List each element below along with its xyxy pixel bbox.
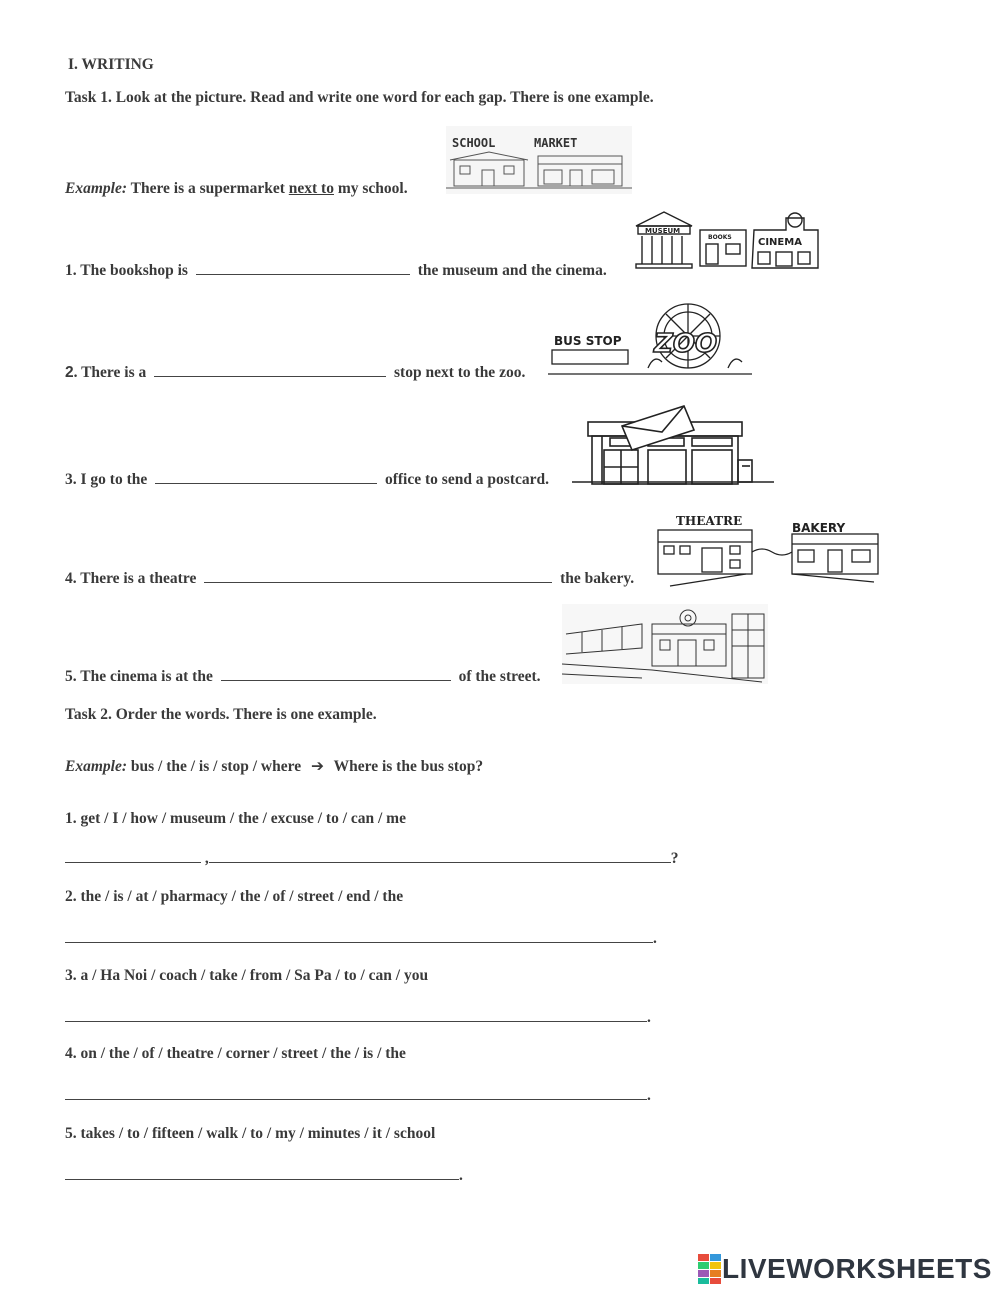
task1-item-3 [65, 469, 549, 489]
item-after: the museum and the cinema. [417, 262, 607, 279]
sign-books: BOOKS [708, 234, 732, 241]
post-office-picture [572, 404, 774, 488]
line-end: . [459, 1167, 463, 1184]
task2-prompt-5: 5. takes / to / fifteen / walk / to / my / minutes / it / school [65, 1125, 436, 1142]
task2-instruction: Task 2. Order the words. There is one example. [65, 706, 377, 723]
example-answer: Where is the bus stop? [333, 758, 484, 775]
task2-prompt-3: 3. a / Ha Noi / coach / take / from / Sa Pa / to / can / you [65, 967, 429, 984]
task2-answer-row-3 [65, 1007, 651, 1027]
sign-bus-stop: BUS STOP [554, 334, 622, 348]
line-end: . [647, 1087, 651, 1104]
item-number: 1. [65, 262, 77, 279]
item-before: The cinema is at the [80, 668, 213, 685]
sign-cinema: CINEMA [758, 237, 802, 248]
task2-prompt-2: 2. the / is / at / pharmacy / the / of / street / end / the [65, 888, 404, 905]
example-label: Example: [65, 758, 127, 775]
task2-answer-row-1 [65, 848, 679, 868]
answer-blank-3[interactable] [155, 469, 377, 484]
school-market-picture [446, 126, 632, 194]
theatre-bakery-picture [656, 512, 880, 588]
line-end: . [647, 1009, 651, 1026]
bus-stop-zoo-picture [548, 298, 752, 378]
item-number: 3. [65, 471, 77, 488]
answer-line-2[interactable] [65, 928, 653, 943]
example-answer: next to [288, 180, 334, 197]
item-after: office to send a postcard. [384, 471, 550, 488]
task1-item-5 [65, 666, 541, 686]
example-words: bus / the / is / stop / where [130, 758, 302, 775]
brand-name: LIVEWORKSHEETS [722, 1253, 992, 1284]
task2-answer-row-5 [65, 1165, 463, 1185]
item-after: the bakery. [560, 570, 635, 587]
item-after: stop next to the zoo. [394, 364, 526, 381]
task2-answer-row-2 [65, 928, 657, 948]
answer-line-5[interactable] [65, 1165, 459, 1180]
example-after: my school. [337, 180, 408, 197]
line-end: . [653, 930, 657, 947]
line-end: ? [670, 850, 679, 867]
answer-blank-4[interactable] [204, 568, 552, 583]
task2-prompt-1: 1. get / I / how / museum / the / excuse / to / can / me [65, 810, 406, 827]
answer-line-1b[interactable] [209, 848, 671, 863]
task2-answer-row-4 [65, 1085, 651, 1105]
section-heading: I. WRITING [68, 56, 154, 73]
item-before: I go to the [80, 471, 148, 488]
task1-example [65, 180, 408, 198]
task1-item-1 [65, 260, 607, 280]
museum-bookshop-cinema-picture [634, 208, 820, 270]
example-label: Example: [65, 180, 127, 197]
answer-line-1a[interactable] [65, 848, 201, 863]
answer-line-3[interactable] [65, 1007, 647, 1022]
sign-museum: MUSEUM [645, 227, 681, 235]
item-before: The bookshop is [80, 262, 188, 279]
answer-blank-5[interactable] [221, 666, 451, 681]
example-before: There is a supermarket [130, 180, 285, 197]
liveworksheets-logo-icon [698, 1254, 722, 1284]
item-number: 4. [65, 570, 77, 587]
item-before: There is a theatre [80, 570, 197, 587]
item-number: 5. [65, 668, 77, 685]
task2-example [65, 758, 483, 776]
task1-item-2 [65, 362, 525, 382]
arrow-icon: ➔ [311, 758, 324, 775]
answer-blank-2[interactable] [154, 362, 386, 377]
answer-blank-1[interactable] [196, 260, 410, 275]
task1-instruction: Task 1. Look at the picture. Read and write one word for each gap. There is one example. [65, 89, 654, 106]
sign-theatre: THEATRE [676, 514, 743, 528]
item-before: . There is a [73, 364, 147, 381]
item-number: 2 [65, 364, 74, 381]
comma: , [204, 850, 209, 867]
street-cinema-picture [562, 604, 768, 684]
sign-bakery: BAKERY [792, 521, 846, 535]
task2-prompt-4: 4. on / the / of / theatre / corner / street / the / is / the [65, 1045, 406, 1062]
task1-item-4 [65, 568, 634, 588]
sign-school: SCHOOL [452, 136, 496, 150]
answer-line-4[interactable] [65, 1085, 647, 1100]
liveworksheets-logo[interactable] [698, 1253, 992, 1285]
sign-market: MARKET [534, 136, 578, 150]
item-after: of the street. [458, 668, 541, 685]
sign-zoo: ZOO [654, 329, 718, 359]
